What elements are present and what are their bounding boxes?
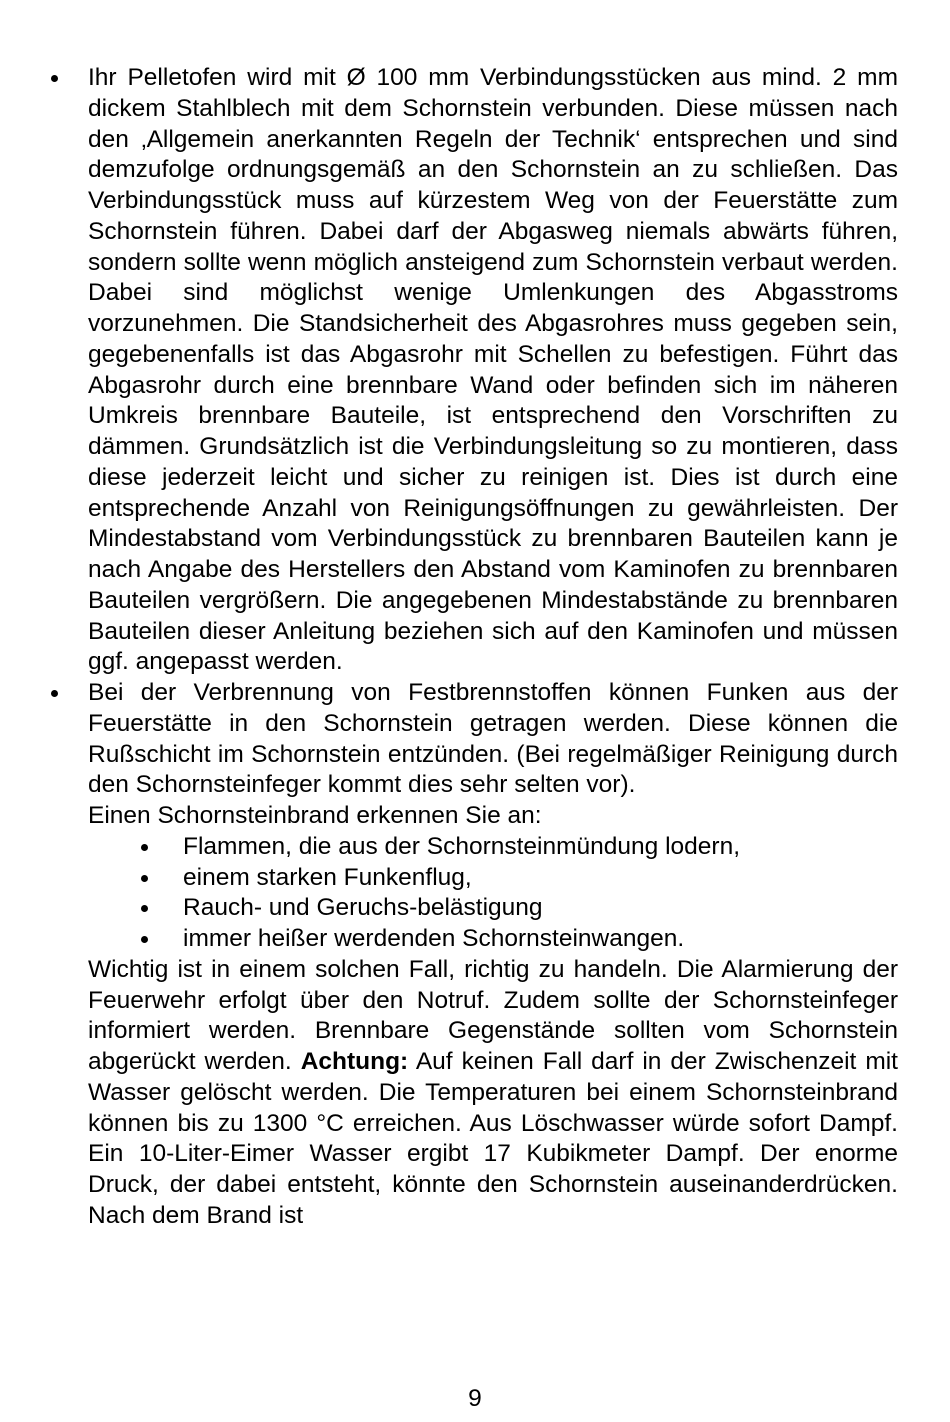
sign-item — [88, 924, 898, 955]
sub-bullet-icon — [141, 875, 148, 882]
sign-item — [88, 893, 898, 924]
warning-label: Achtung: — [300, 1048, 409, 1075]
bullet-item-chimney-fire — [88, 678, 898, 1232]
sign-item — [88, 832, 898, 863]
page-number: 9 — [468, 1385, 482, 1412]
bullet-icon — [51, 690, 58, 697]
chimney-fire-intro: Einen Schornsteinbrand erkennen Sie an: — [88, 802, 542, 829]
paragraph-what-to-do — [88, 955, 898, 1232]
bullet-icon — [51, 75, 58, 82]
sign-text: Rauch- und Geruchs-belästigung — [183, 894, 543, 922]
warning-text: Auf keinen Fall darf in der Zwischenzeit mit Wasser gelöscht werden. Die Temperaturen bei einem Schornsteinbrand können bis zu 1300 °C erreichen. Aus Löschwasser würde sofort Dampf. Ein 10-Liter-Eimer Wasser ergibt 17 Kubikmeter Dampf. Der enorme Druck, der dabei entsteht, könnte den Schornstein auseinanderdrücken. Nach dem Brand ist — [88, 1048, 898, 1229]
paragraph-sparks: Bei der Verbrennung von Festbrennstoffen können Funken aus der Feuerstätte in den Schornstein getragen werden. Diese können die Rußschicht im Schornstein entzünden. (Bei regelmäßiger Reinigung durch den Schornsteinfeger kommt dies sehr selten vor). — [88, 679, 898, 799]
bullet-list — [88, 63, 898, 1232]
chimney-fire-signs-list — [88, 832, 898, 955]
sign-text: einem starken Funkenflug, — [183, 863, 472, 891]
paragraph-connection-pieces: Ihr Pelletofen wird mit Ø 100 mm Verbindungsstücken aus mind. 2 mm dickem Stahlblech mit dem Schornstein verbunden. Diese müssen nach den ‚Allgemein anerkannten Regeln der Technik‘ entsprechen und sind demzufolge ordnungsgemäß an den Schornstein an zu schließen. Das Verbindungsstück muss auf kürzestem Weg von der Feuerstätte zum Schornstein führen. Dabei darf der Abgasweg niemals abwärts führen, sondern sollte wenn möglich ansteigend zum Schornstein verbaut werden. Dabei sind möglichst wenige Umlenkungen des Abgasstroms vorzunehmen. Die Standsicherheit des Abgasrohres muss gegeben sein, gegebenenfalls ist das Abgasrohr mit Schellen zu befestigen. Führt das Abgasrohr durch eine brennbare Wand oder befinden sich im näheren Umkreis brennbare Bauteile, ist entsprechend den Vorschriften zu dämmen. Grundsätzlich ist die Verbindungsleitung so zu montieren, dass diese jederzeit leicht und sicher zu reinigen ist. Dies ist durch eine entsprechende Anzahl von Reinigungsöffnungen zu gewährleisten. Der Mindestabstand vom Verbindungsstück zu brennbaren Bauteilen kann je nach Angabe des Herstellers den Abstand vom Kaminofen zu brennbaren Bauteilen vergrößern. Die angegebenen Mindestabstände zu brennbaren Bauteilen dieser Anleitung beziehen sich auf den Kaminofen und müssen ggf. angepasst werden. — [88, 64, 898, 676]
sub-bullet-icon — [141, 936, 148, 943]
bullet-item-connection-pieces — [88, 63, 898, 678]
sign-item — [88, 863, 898, 894]
sub-bullet-icon — [141, 844, 148, 851]
sub-bullet-icon — [141, 905, 148, 912]
sign-text: immer heißer werdenden Schornsteinwangen. — [183, 925, 685, 952]
what-to-do-text: Wichtig ist in einem solchen Fall, richtig zu handeln. Die Alarmierung der Feuerwehr erfolgt über den Notruf. Zudem sollte der Schornsteinfeger informiert werden. Brennbare Gegenstände sollten vom Schornstein abgerückt werden. — [88, 955, 898, 1075]
sign-text: Flammen, die aus der Schornsteinmündung lodern, — [183, 832, 741, 860]
